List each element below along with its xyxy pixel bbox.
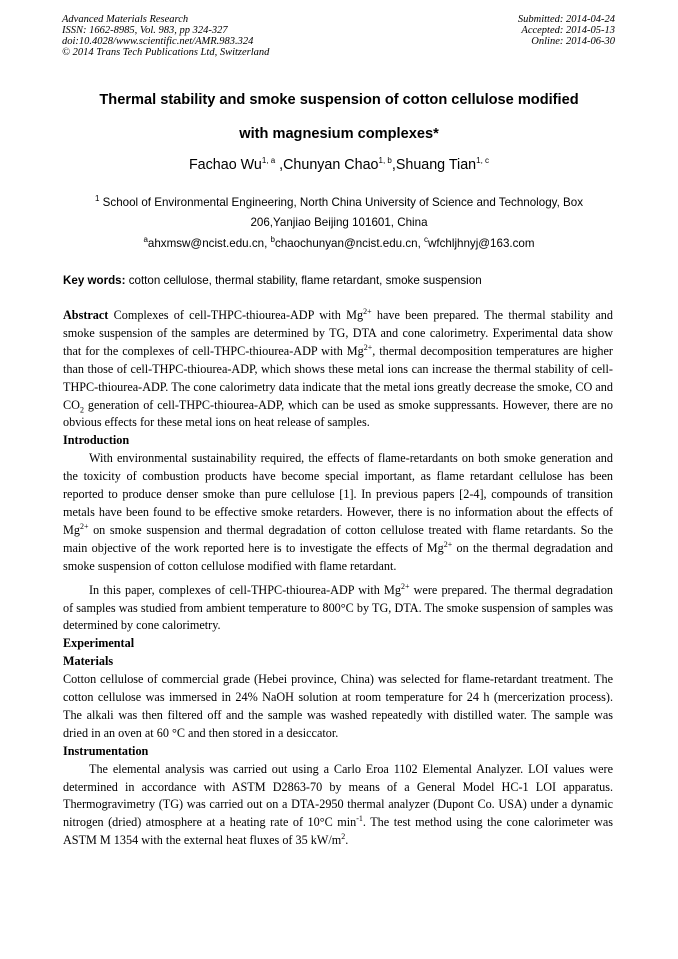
email-link[interactable]: wfchljhnyj@163.com bbox=[428, 237, 535, 250]
superscript: 2+ bbox=[443, 539, 453, 549]
materials-heading: Materials bbox=[63, 654, 114, 669]
paper-body bbox=[63, 307, 613, 850]
keywords bbox=[63, 274, 482, 287]
journal-info bbox=[62, 15, 269, 59]
paper-title-line-2: with magnesium complexes* bbox=[239, 126, 439, 142]
doi-line: doi:10.4028/www.scientific.net/AMR.983.324 bbox=[62, 35, 254, 47]
abstract-text: generation of cell-THPC-thiourea-ADP, which can be used as smoke suppressants. However, there are no obvious effects for these metal ions on heat release of samples. bbox=[63, 397, 613, 430]
author-separator: , bbox=[275, 157, 284, 173]
instrumentation-text: . bbox=[345, 833, 349, 848]
abstract-paragraph bbox=[63, 307, 613, 432]
author-emails bbox=[40, 237, 638, 250]
abstract-text: , thermal decomposition temperatures are higher than those of cell-THPC-thiourea-ADP, which shows these metal ions can increase the thermal stability of cell-THPC-thiourea-ADP. The cone calorimetry data indicate that the metal ions greatly decrease the smoke, CO and CO bbox=[63, 343, 613, 412]
affiliation-text: School of Environmental Engineering, North China University of Science and Technology, Box 206,Yanjiao Beijing 101601, China bbox=[102, 196, 584, 229]
abstract-label: Abstract bbox=[63, 308, 109, 322]
intro-text: on the thermal degradation and smoke suspension of cotton cellulose modified with flame retardant. bbox=[63, 540, 613, 573]
intro-text: on smoke suspension and thermal degradation of cotton cellulose treated with flame retardants. So the main objective of the work reported here is to investigate the effects of Mg bbox=[63, 522, 613, 555]
instrumentation-text: . The test method using the cone calorimeter was ASTM M 1354 with the external heat fluxes of 35 kW/m bbox=[63, 815, 613, 848]
author-affil-sup: 1, b bbox=[378, 156, 392, 166]
submission-dates bbox=[518, 15, 615, 48]
abstract-text: Complexes of cell-THPC-thiourea-ADP with Mg bbox=[108, 308, 364, 322]
submitted-date: Submitted: 2014-04-24 bbox=[517, 14, 615, 25]
author-affil-sup: 1, c bbox=[476, 156, 490, 166]
superscript: 2+ bbox=[363, 342, 373, 352]
instrumentation-heading: Instrumentation bbox=[63, 743, 149, 758]
introduction-paragraph-2 bbox=[63, 582, 613, 636]
author-separator: , bbox=[391, 157, 396, 173]
paper-title-line-1: Thermal stability and smoke suspension of cotton cellulose modified bbox=[99, 92, 579, 108]
online-date: Online: 2014-06-30 bbox=[531, 35, 615, 47]
author-name: Chunyan Chao bbox=[283, 157, 379, 173]
keywords-label: Key words: bbox=[63, 274, 126, 287]
materials-paragraph: Cotton cellulose of commercial grade (Hebei province, China) was selected for flame-retardant treatment. The cotton cellulose was immersed in 24% NaOH solution at room temperature for 24 h (mercerization process). The alkali was then filtered off and the sample was washed repeatedly with distilled water. The sample was dried in an oven at 60 °C and then stored in a desiccator. bbox=[63, 672, 613, 740]
superscript: 2+ bbox=[363, 306, 372, 316]
author-name: Shuang Tian bbox=[395, 157, 477, 173]
author-list bbox=[40, 157, 638, 173]
author-affil-sup: 1, a bbox=[261, 156, 276, 166]
journal-name: Advanced Materials Research bbox=[62, 14, 189, 25]
keywords-text: cotton cellulose, thermal stability, flame retardant, smoke suspension bbox=[125, 274, 482, 287]
email-sup: a bbox=[143, 235, 148, 245]
instrumentation-text: The elemental analysis was carried out using a Carlo Eroa 1102 Elemental Analyzer. LOI values were determined in accordance with ASTM D2863-70 by means of a General Model HC-1 LOI apparatus. Thermogravimetry (TG) was carried out on a DTA-2950 thermal analyzer (Dupont Co. USA) under a dynamic nitrogen (dried) atmosphere at a heating rate of 10°C min bbox=[63, 761, 613, 830]
superscript: 2+ bbox=[79, 521, 89, 531]
superscript: -1 bbox=[356, 814, 363, 824]
affiliation-sup: 1 bbox=[94, 194, 100, 204]
subscript: 2 bbox=[79, 404, 84, 414]
experimental-heading: Experimental bbox=[63, 636, 135, 651]
accepted-date: Accepted: 2014-05-13 bbox=[521, 24, 615, 36]
intro-text: With environmental sustainability required, the effects of flame-retardants on both smoke generation and the toxicity of combustion products have become special important, as flame retardant cellulose has been reported to produce denser smoke than pure cellulose [1]. In previous papers [2-4], compounds of transition metals have been found to be effective smoke retarders. However, there is no information about the effects of Mg bbox=[63, 451, 613, 537]
introduction-heading: Introduction bbox=[63, 433, 130, 448]
intro-text: were prepared. The thermal degradation of samples was studied from ambient temperature to 800°C by TG, DTA. The smoke suspension of samples was determined by cone calorimetry. bbox=[63, 582, 614, 633]
affiliation bbox=[66, 193, 612, 233]
email-sup: c bbox=[424, 235, 429, 245]
email-sup: b bbox=[270, 235, 275, 245]
instrumentation-paragraph bbox=[63, 761, 613, 851]
abstract-text: have been prepared. The thermal stability and smoke suspension of the samples are determined by TG, DTA and cone calorimetry. Experimental data show that for the complexes of cell-THPC-thiourea-ADP with Mg bbox=[63, 308, 613, 358]
email-link[interactable]: ahxmsw@ncist.edu.cn, bbox=[147, 237, 271, 250]
author-name: Fachao Wu bbox=[188, 157, 262, 173]
email-link[interactable]: chaochunyan@ncist.edu.cn, bbox=[274, 237, 425, 250]
superscript: 2+ bbox=[400, 581, 410, 591]
copyright-line: © 2014 Trans Tech Publications Ltd, Switzerland bbox=[62, 46, 270, 58]
superscript: 2 bbox=[341, 832, 346, 842]
introduction-paragraph-1 bbox=[63, 450, 613, 575]
issn-line: ISSN: 1662-8985, Vol. 983, pp 324-327 bbox=[62, 24, 228, 36]
intro-text: In this paper, complexes of cell-THPC-thiourea-ADP with Mg bbox=[89, 582, 401, 597]
